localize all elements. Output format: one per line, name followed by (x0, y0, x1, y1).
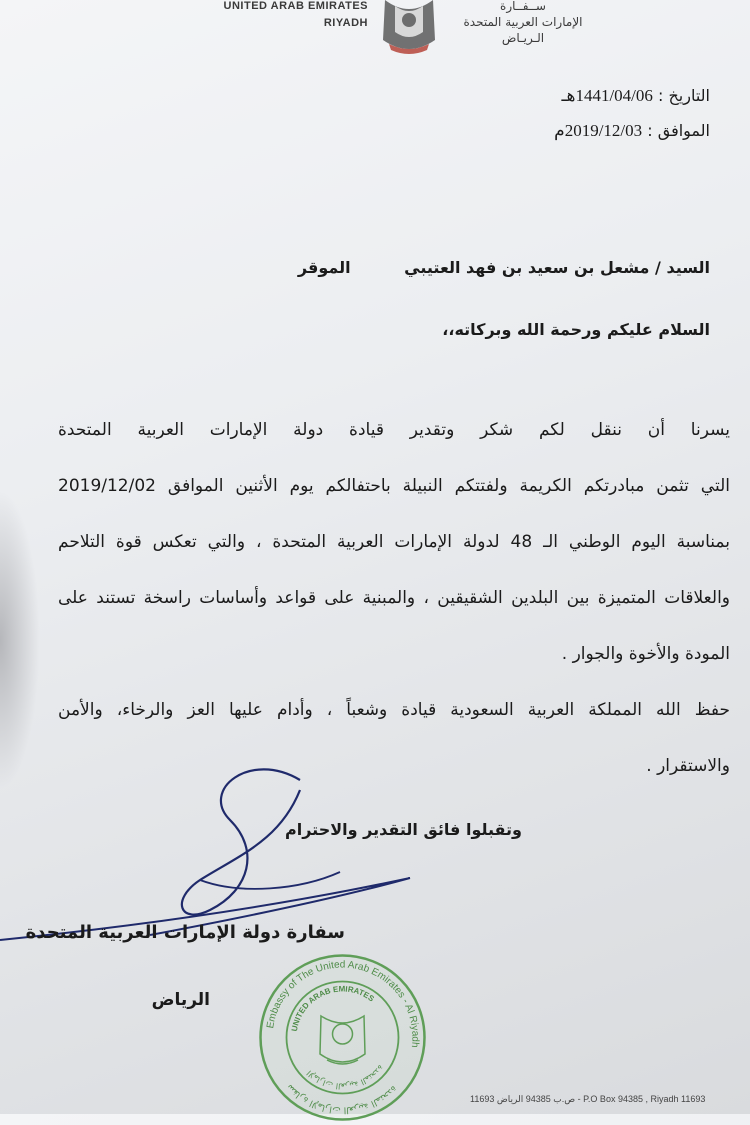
gregorian-date-label: الموافق : (647, 121, 710, 140)
stamp-inner-text: UNITED ARAB EMIRATES (289, 984, 376, 1033)
addressee-name: السيد / مشعل بن سعيد بن فهد العتيبي (404, 258, 710, 277)
stamp-inner-arabic: الإمارات العربية المتحدة (305, 1063, 386, 1091)
gregorian-date-value: 2019/12/03م (554, 121, 643, 140)
addressee (110, 258, 710, 277)
greeting: السلام عليكم ورحمة الله وبركاته،، (442, 320, 710, 339)
uae-emblem-icon (375, 0, 443, 56)
letterhead-english (218, 0, 368, 32)
signature-embassy-name: سفارة دولة الإمارات العربية المتحدة (25, 922, 345, 943)
body-line-6: حفظ الله المملكة العربية السعودية قيادة وشعباً ، وأدام عليها العز والرخاء، والأمن (58, 700, 730, 720)
body-line-7: والاستقرار . (646, 756, 730, 776)
letterhead-arabic-line-3: الـريـاض (501, 31, 545, 45)
body-line-3: بمناسبة اليوم الوطني الـ 48 لدولة الإمارات العربية المتحدة ، والتي تعكس قوة التلاحم (58, 532, 730, 552)
embassy-stamp (255, 950, 430, 1125)
body-line-4: والعلاقات المتميزة بين البلدين الشقيقين ، والمبنية على قواعد وأساسات راسخة تستند على (58, 588, 730, 608)
letterhead-english-line-2: RIYADH (323, 17, 368, 29)
date-block (450, 78, 710, 148)
body-line-5: المودة والأخوة والجوار . (561, 644, 730, 664)
stamp-outer-arabic: سفارة الإمارات العربية المتحدة (285, 1081, 399, 1115)
letterhead-arabic-line-2: الإمارات العربية المتحدة (463, 15, 583, 29)
letterhead-arabic (448, 0, 598, 46)
signature-city: الرياض (151, 990, 210, 1010)
gregorian-date-row (450, 113, 710, 148)
stamp-outer-text: Embassy of The United Arab Emirates - Al Riyadh (265, 959, 421, 1049)
footer-address: ص.ب 94385 الرياض 11693 - P.O Box 94385 , Riyadh 11693 (470, 1094, 706, 1104)
letterhead-english-line-1: UNITED ARAB EMIRATES (223, 0, 368, 12)
letter-body (58, 402, 730, 794)
body-line-1: يسرنا أن ننقل لكم شكر وتقدير قيادة دولة الإمارات العربية المتحدة (58, 420, 730, 440)
hijri-date-row (450, 78, 710, 113)
body-line-2: التي تثمن مبادرتكم الكريمة ولفتتكم النبيلة باحتفالكم يوم الأثنين الموافق 2019/12/02 (58, 476, 730, 496)
hijri-date-label: التاريخ : (657, 86, 710, 105)
page-shadow (0, 490, 40, 790)
hijri-date-value: 1441/04/06هـ (561, 86, 653, 105)
closing-phrase: وتقبلوا فائق التقدير والاحترام (285, 820, 522, 839)
addressee-honorific: الموقر (297, 258, 351, 277)
letterhead-arabic-line-1: ســفــارة (500, 0, 546, 13)
